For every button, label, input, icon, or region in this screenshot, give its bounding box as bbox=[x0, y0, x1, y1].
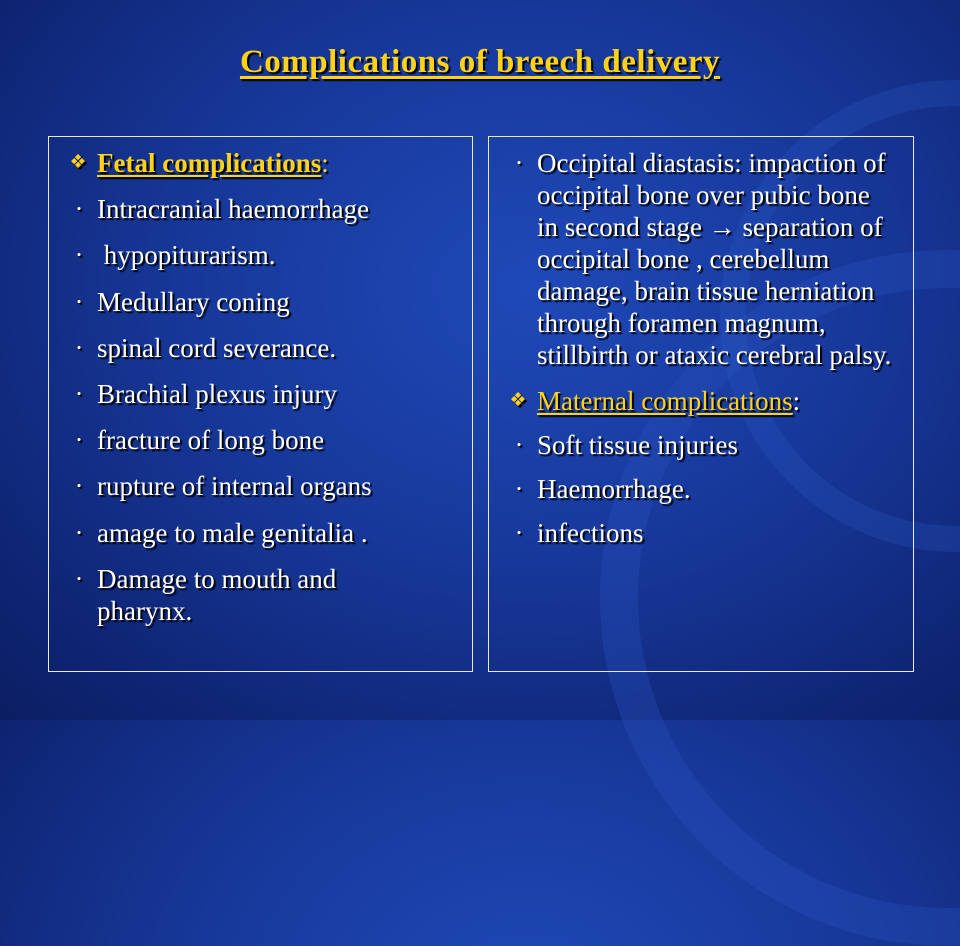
maternal-heading-label: Maternal complications bbox=[537, 386, 793, 416]
slide-title: Complications of breech delivery bbox=[239, 44, 721, 80]
bullet-dot-icon: • bbox=[76, 570, 82, 586]
list-item-text: amage to male genitalia . bbox=[97, 517, 368, 548]
bullet-dot-icon: • bbox=[516, 525, 522, 540]
list-item-text: fracture of long bone bbox=[97, 425, 325, 456]
list-item-text: Soft tissue injuries bbox=[537, 430, 738, 460]
fetal-heading-label: Fetal complications bbox=[97, 148, 322, 178]
occipital-diastasis-text: Occipital diastasis: impaction of occipital bone over pubic bone in second stage → separation of occipital bone , cerebellum damage, brain tissue herniation through foramen magnum, stillbirth or ataxic cerebral palsy. bbox=[537, 148, 892, 370]
maternal-heading bbox=[505, 385, 905, 417]
diamond-bullet-icon: ❖ bbox=[509, 390, 527, 411]
bullet-dot-icon: • bbox=[76, 478, 82, 494]
list-item-text: Haemorrhage. bbox=[537, 474, 691, 504]
list-item bbox=[505, 473, 905, 505]
bullet-dot-icon: • bbox=[516, 481, 522, 496]
list-item-text: Intracranial haemorrhage bbox=[97, 194, 370, 225]
bullet-dot-icon: • bbox=[516, 437, 522, 452]
list-item bbox=[505, 429, 905, 461]
fetal-heading-colon: : bbox=[321, 148, 329, 178]
list-item bbox=[65, 239, 464, 271]
list-item-text: infections bbox=[537, 518, 644, 548]
list-item-text: Damage to mouth and pharynx. bbox=[97, 563, 337, 626]
list-item bbox=[65, 378, 464, 410]
bullet-dot-icon: • bbox=[76, 201, 82, 217]
list-item bbox=[65, 563, 464, 627]
bullet-dot-icon: • bbox=[76, 524, 82, 540]
list-item-text: hypopiturarism. bbox=[97, 240, 276, 271]
list-item bbox=[65, 424, 464, 456]
list-item bbox=[505, 147, 905, 371]
fetal-complications-list bbox=[65, 147, 464, 627]
list-item-text: Medullary coning bbox=[97, 286, 290, 317]
fetal-complications-panel bbox=[48, 136, 473, 672]
bullet-dot-icon: • bbox=[76, 339, 82, 355]
bullet-dot-icon: • bbox=[76, 385, 82, 401]
list-item bbox=[65, 517, 464, 549]
list-item bbox=[65, 332, 464, 364]
fetal-heading bbox=[65, 147, 464, 179]
list-item bbox=[65, 193, 464, 225]
bullet-dot-icon: • bbox=[516, 155, 522, 170]
bullet-dot-icon: • bbox=[76, 293, 82, 309]
list-item bbox=[65, 470, 464, 502]
list-item bbox=[65, 286, 464, 318]
diamond-bullet-icon: ❖ bbox=[69, 152, 87, 173]
maternal-complications-panel bbox=[488, 136, 914, 672]
list-item-text: rupture of internal organs bbox=[97, 471, 372, 502]
list-item-text: spinal cord severance. bbox=[97, 332, 337, 363]
list-item-text: Brachial plexus injury bbox=[97, 378, 337, 409]
maternal-heading-colon: : bbox=[792, 386, 801, 416]
list-item bbox=[505, 517, 905, 549]
bullet-dot-icon: • bbox=[76, 432, 82, 448]
maternal-complications-list bbox=[505, 147, 905, 549]
bullet-dot-icon: • bbox=[76, 247, 82, 263]
